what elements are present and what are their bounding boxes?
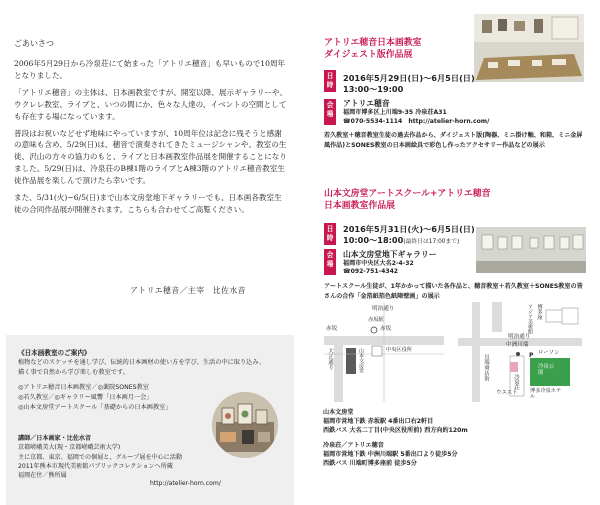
- instructor-name: 講師／日本画家・比佐水音: [18, 435, 92, 442]
- access-line: 福岡市営地下鉄 中洲川端駅 5番出口より徒歩5分: [323, 450, 458, 458]
- access-line: 福岡市営地下鉄 赤坂駅 4番出口右2軒目: [323, 418, 434, 426]
- date-tag: 日時: [324, 223, 336, 245]
- exhibition-2-photo: [476, 227, 586, 273]
- map-station-label: 赤坂駅: [368, 317, 384, 323]
- access-info: [323, 408, 583, 468]
- greeting-body: [14, 58, 289, 221]
- venue-tag: 会場: [324, 249, 336, 275]
- artwork-photo: [212, 392, 278, 458]
- exhibition-2-time: [343, 235, 459, 246]
- access-yamamoto-name: 山本文房堂: [323, 409, 354, 416]
- exhibition-title-line: 山本文房堂アートスクール+アトリエ穂音: [324, 189, 491, 199]
- venue-tag: 会場: [324, 99, 336, 125]
- exhibition-2-time-value: 10:00～18:00: [343, 235, 404, 245]
- greeting-paragraph: 2006年5月29日から冷泉荘にて始まった「アトリエ穂音」も早いもので10周年となりました。: [14, 59, 286, 80]
- exhibition-1-date: 2016年5月29日(日)～6月5日(日): [343, 73, 475, 83]
- instructor-line: 京都嵯峨美大(現・京都嵯峨芸術大学): [18, 444, 121, 452]
- exhibition-2-address: 福岡市中央区大名2-4-32: [343, 260, 414, 267]
- map-place-label: 山本文房堂: [358, 348, 364, 373]
- exhibition-1-description: 若久教室＋穂音教室生徒の過去作品から、ダイジェスト版(陶器、ミニ掛け軸、和箱、ミニ金屏風作品)とSONES教室の日本画絵具で彩色し作ったアクセサリー作品などの展示: [324, 132, 583, 149]
- classes-list: [18, 383, 218, 413]
- map-place-label: 博多冷泉ホテル: [530, 388, 562, 400]
- map-place-label: 赤坂: [326, 326, 338, 332]
- classes-title: 《日本画教室のご案内》: [18, 349, 91, 357]
- greeting-paragraph: 「アトリエ穂音」の主体は、日本画教室ですが、開室以降、展示ギャラリーや、ウクレレ教室、ライブと、いつの間にか、色々な人達の、イベントの空間としても存在する場になっています。: [14, 87, 288, 121]
- exhibition-1-photo: [474, 14, 584, 82]
- exhibition-2-venue: 山本文房堂地下ギャラリー: [343, 250, 437, 259]
- exhibition-2-description: アートスクール生徒が、1年かかって描いた各作品と、穂音教室＋若久教室＋SONES教室の皆さんの合作「金箔紙箔色紙障壁画」の展示: [324, 283, 583, 300]
- exhibition-2-title: [324, 189, 490, 212]
- exhibition-2-date: 2016年5月31日(火)～6月5日(日): [343, 224, 475, 234]
- exhibition-title-line: アトリエ穂音日本画教室: [324, 38, 422, 48]
- website-link[interactable]: http://atelier-horn.com/: [150, 480, 221, 487]
- map-place-label: 中央区役所: [386, 347, 412, 353]
- greeting-signature: アトリエ穂音／主宰 比佐水音: [130, 286, 246, 295]
- access-line: 西鉄バス 川端町博多座前 徒歩5分: [323, 460, 417, 468]
- exhibition-2-contact: ☎092-751-4342: [343, 268, 399, 275]
- map-street-label: 大正通り: [327, 348, 333, 371]
- list-item: ◎若久教室／◎ギャラリー風響「日本画月一会」: [18, 394, 153, 401]
- list-item: ◎アトリエ穂音日本画教室／◎薬院SONES教室: [18, 384, 149, 391]
- date-tag: 日時: [324, 70, 336, 92]
- map-place-label: 中洲川端: [506, 342, 529, 348]
- map-place-label: ローソン: [538, 350, 560, 356]
- exhibition-1-contact: ☎070-5534-1114 http://atelier-horn.com/: [343, 118, 490, 125]
- map-place-label: 博多座: [536, 304, 542, 321]
- instructor-info: [18, 434, 208, 480]
- exhibition-title-line: 日本画教室作品展: [324, 200, 395, 211]
- access-map: [324, 302, 582, 402]
- greeting-title: ごあいさつ: [14, 39, 54, 48]
- access-line: 西鉄バス 大名二丁目(中央区役所前) 西方向約120m: [323, 427, 468, 435]
- exhibition-2-date-note: (最終日は17:00まで): [403, 239, 460, 245]
- map-place-label: 冷泉荘: [513, 374, 519, 391]
- map-place-label: ウエスト: [496, 390, 518, 396]
- map-place-label: 冷泉公園: [538, 364, 555, 377]
- parking-icon: P: [529, 352, 534, 359]
- exhibition-1-address: 福岡市博多区上川端9-35 冷泉荘A31: [343, 109, 447, 116]
- exhibition-1-time: 13:00～19:00: [343, 84, 404, 94]
- exhibition-title-line: ダイジェスト版作品展: [324, 49, 413, 60]
- map-street-label: 明治通り: [372, 306, 395, 312]
- map-street-label: 明治通り: [508, 334, 531, 340]
- greeting-paragraph: 普段はお祝いなどせず地味にやっていますが、10周年位は記念に残そうと感謝の意味も含め、5/29(日)は、穂音で演奏されてきたミュージシャンや、教室の生徒、沢山の方々の協力のもと、ライブと日本画教室作品展を開催することになりました。5/29(日)は、冷泉荘のB棟1階のライブとA棟3階のアトリエ穂音教室生徒作品展を楽しんで頂けたら幸いです。: [14, 128, 287, 186]
- greeting-paragraph: また、5/31(火)~6/5(日)まで山本文房堂地下ギャラリーでも、日本画各教室生徒の合同作品展が開催されます。こちらも合わせてご高覧ください。: [14, 193, 282, 214]
- instructor-line: 福岡在住／熊所属: [18, 472, 67, 480]
- map-place-label: 赤坂: [380, 326, 392, 332]
- map-place-label: アジア美術館: [527, 304, 533, 334]
- access-reisen-name: 冷泉荘／アトリエ穂音: [323, 441, 384, 449]
- exhibition-1-venue: アトリエ穂音: [343, 99, 390, 108]
- instructor-line: 2011年熊本市現代美術館パブリックコレクションへ所蔵: [18, 462, 173, 470]
- map-street-label: 川端商店街: [483, 354, 489, 381]
- instructor-line: 主に京都、東京、福岡での個展と、グループ展を中心に活動: [18, 453, 183, 461]
- list-item: ◎山本文房堂アートスクール「基礎からの日本画教室」: [18, 404, 172, 411]
- exhibition-1-title: [324, 38, 421, 61]
- classes-description: 植物などのスケッチを通し学び、伝統的日本画材の使い方を学び、生活の中に取り込み、描く事で自然から学び楽しむ教室です。: [18, 359, 266, 376]
